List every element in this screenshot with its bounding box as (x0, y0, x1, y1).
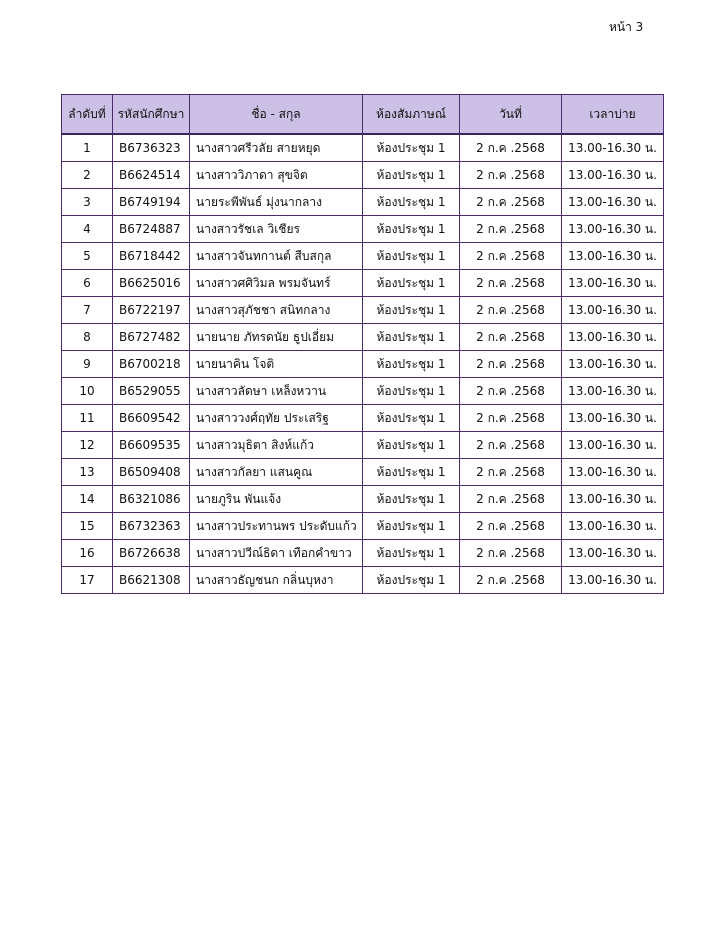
cell-student-id: B6724887 (113, 216, 190, 243)
cell-name: นายระพีพันธ์ มุ่งนากลาง (190, 189, 363, 216)
cell-student-id: B6722197 (113, 297, 190, 324)
cell-time: 13.00-16.30 น. (562, 459, 664, 486)
cell-time: 13.00-16.30 น. (562, 351, 664, 378)
cell-name: นางสาววิภาดา สุขจิต (190, 162, 363, 189)
cell-room: ห้องประชุม 1 (363, 378, 460, 405)
cell-student-id: B6718442 (113, 243, 190, 270)
cell-time: 13.00-16.30 น. (562, 378, 664, 405)
cell-no: 14 (62, 486, 113, 513)
cell-room: ห้องประชุม 1 (363, 324, 460, 351)
cell-room: ห้องประชุม 1 (363, 297, 460, 324)
table-row (62, 270, 664, 297)
cell-time: 13.00-16.30 น. (562, 243, 664, 270)
cell-student-id: B6726638 (113, 540, 190, 567)
cell-date: 2 ก.ค .2568 (460, 351, 562, 378)
cell-time: 13.00-16.30 น. (562, 432, 664, 459)
cell-date: 2 ก.ค .2568 (460, 216, 562, 243)
cell-date: 2 ก.ค .2568 (460, 459, 562, 486)
cell-room: ห้องประชุม 1 (363, 459, 460, 486)
cell-room: ห้องประชุม 1 (363, 270, 460, 297)
cell-no: 6 (62, 270, 113, 297)
cell-date: 2 ก.ค .2568 (460, 189, 562, 216)
table-row (62, 297, 664, 324)
cell-name: นางสาวลัดษา เหล็งหวาน (190, 378, 363, 405)
cell-name: นางสาวศรีวลัย สายหยุด (190, 134, 363, 162)
table-row (62, 567, 664, 594)
cell-no: 5 (62, 243, 113, 270)
cell-no: 4 (62, 216, 113, 243)
cell-no: 16 (62, 540, 113, 567)
table-row (62, 162, 664, 189)
cell-student-id: B6625016 (113, 270, 190, 297)
cell-time: 13.00-16.30 น. (562, 513, 664, 540)
page-number: หน้า 3 (609, 20, 644, 34)
cell-time: 13.00-16.30 น. (562, 216, 664, 243)
cell-student-id: B6732363 (113, 513, 190, 540)
cell-student-id: B6321086 (113, 486, 190, 513)
table-row (62, 405, 664, 432)
cell-room: ห้องประชุม 1 (363, 216, 460, 243)
cell-date: 2 ก.ค .2568 (460, 540, 562, 567)
cell-date: 2 ก.ค .2568 (460, 134, 562, 162)
header-time: เวลาบ่าย (562, 95, 664, 135)
header-name: ชื่อ - สกุล (190, 95, 363, 135)
cell-no: 2 (62, 162, 113, 189)
cell-date: 2 ก.ค .2568 (460, 243, 562, 270)
cell-room: ห้องประชุม 1 (363, 513, 460, 540)
cell-student-id: B6509408 (113, 459, 190, 486)
cell-date: 2 ก.ค .2568 (460, 405, 562, 432)
cell-date: 2 ก.ค .2568 (460, 297, 562, 324)
table-row (62, 378, 664, 405)
table-row (62, 243, 664, 270)
cell-date: 2 ก.ค .2568 (460, 567, 562, 594)
cell-student-id: B6621308 (113, 567, 190, 594)
cell-name: นางสาวธัญชนก กลิ่นบุหงา (190, 567, 363, 594)
cell-no: 15 (62, 513, 113, 540)
cell-name: นางสาววงศ์ฤทัย ประเสริฐ (190, 405, 363, 432)
cell-no: 8 (62, 324, 113, 351)
cell-time: 13.00-16.30 น. (562, 324, 664, 351)
table-row (62, 324, 664, 351)
cell-name: นายนาคิน โจติ (190, 351, 363, 378)
cell-student-id: B6609542 (113, 405, 190, 432)
cell-name: นางสาวประทานพร ประดับแก้ว (190, 513, 363, 540)
table-row (62, 189, 664, 216)
cell-name: นางสาวศศิวิมล พรมจันทร์ (190, 270, 363, 297)
cell-name: นางสาวปวีณ์ธิดา เทือกคำขาว (190, 540, 363, 567)
cell-room: ห้องประชุม 1 (363, 162, 460, 189)
cell-student-id: B6700218 (113, 351, 190, 378)
cell-room: ห้องประชุม 1 (363, 189, 460, 216)
cell-student-id: B6624514 (113, 162, 190, 189)
table-row (62, 513, 664, 540)
cell-time: 13.00-16.30 น. (562, 540, 664, 567)
cell-room: ห้องประชุม 1 (363, 134, 460, 162)
table-row (62, 134, 664, 162)
cell-name: นายนาย ภัทรดนัย ธูปเอี่ยม (190, 324, 363, 351)
cell-room: ห้องประชุม 1 (363, 432, 460, 459)
cell-no: 9 (62, 351, 113, 378)
cell-date: 2 ก.ค .2568 (460, 513, 562, 540)
cell-no: 3 (62, 189, 113, 216)
cell-time: 13.00-16.30 น. (562, 486, 664, 513)
cell-no: 11 (62, 405, 113, 432)
cell-student-id: B6736323 (113, 134, 190, 162)
header-student-id: รหัสนักศึกษา (113, 95, 190, 135)
cell-no: 12 (62, 432, 113, 459)
cell-student-id: B6749194 (113, 189, 190, 216)
cell-date: 2 ก.ค .2568 (460, 378, 562, 405)
table-row (62, 540, 664, 567)
interview-schedule-table (61, 94, 664, 594)
cell-name: นางสาวมุธิตา สิงห์แก้ว (190, 432, 363, 459)
cell-date: 2 ก.ค .2568 (460, 432, 562, 459)
cell-no: 1 (62, 134, 113, 162)
cell-name: นางสาวรัชเล วิเชียร (190, 216, 363, 243)
table-row (62, 459, 664, 486)
cell-date: 2 ก.ค .2568 (460, 162, 562, 189)
cell-time: 13.00-16.30 น. (562, 162, 664, 189)
cell-no: 10 (62, 378, 113, 405)
cell-date: 2 ก.ค .2568 (460, 486, 562, 513)
cell-room: ห้องประชุม 1 (363, 567, 460, 594)
table-row (62, 216, 664, 243)
cell-name: นางสาวสุภัชชา สนิทกลาง (190, 297, 363, 324)
cell-no: 17 (62, 567, 113, 594)
table-row (62, 432, 664, 459)
header-date: วันที่ (460, 95, 562, 135)
cell-student-id: B6609535 (113, 432, 190, 459)
cell-time: 13.00-16.30 น. (562, 567, 664, 594)
cell-name: นางสาวจันทกานต์ สืบสกุล (190, 243, 363, 270)
cell-no: 7 (62, 297, 113, 324)
table-row (62, 486, 664, 513)
cell-time: 13.00-16.30 น. (562, 134, 664, 162)
cell-room: ห้องประชุม 1 (363, 486, 460, 513)
cell-room: ห้องประชุม 1 (363, 243, 460, 270)
cell-time: 13.00-16.30 น. (562, 189, 664, 216)
table-header-row (62, 95, 664, 135)
cell-room: ห้องประชุม 1 (363, 351, 460, 378)
cell-student-id: B6529055 (113, 378, 190, 405)
cell-no: 13 (62, 459, 113, 486)
cell-time: 13.00-16.30 น. (562, 297, 664, 324)
cell-room: ห้องประชุม 1 (363, 405, 460, 432)
table-body (62, 134, 664, 594)
cell-date: 2 ก.ค .2568 (460, 270, 562, 297)
cell-date: 2 ก.ค .2568 (460, 324, 562, 351)
table-row (62, 351, 664, 378)
cell-room: ห้องประชุม 1 (363, 540, 460, 567)
cell-name: นางสาวกัลยา แสนคูณ (190, 459, 363, 486)
cell-student-id: B6727482 (113, 324, 190, 351)
cell-time: 13.00-16.30 น. (562, 270, 664, 297)
cell-name: นายภูริน พันแจ้ง (190, 486, 363, 513)
cell-time: 13.00-16.30 น. (562, 405, 664, 432)
header-room: ห้องสัมภาษณ์ (363, 95, 460, 135)
header-no: ลำดับที่ (62, 95, 113, 135)
